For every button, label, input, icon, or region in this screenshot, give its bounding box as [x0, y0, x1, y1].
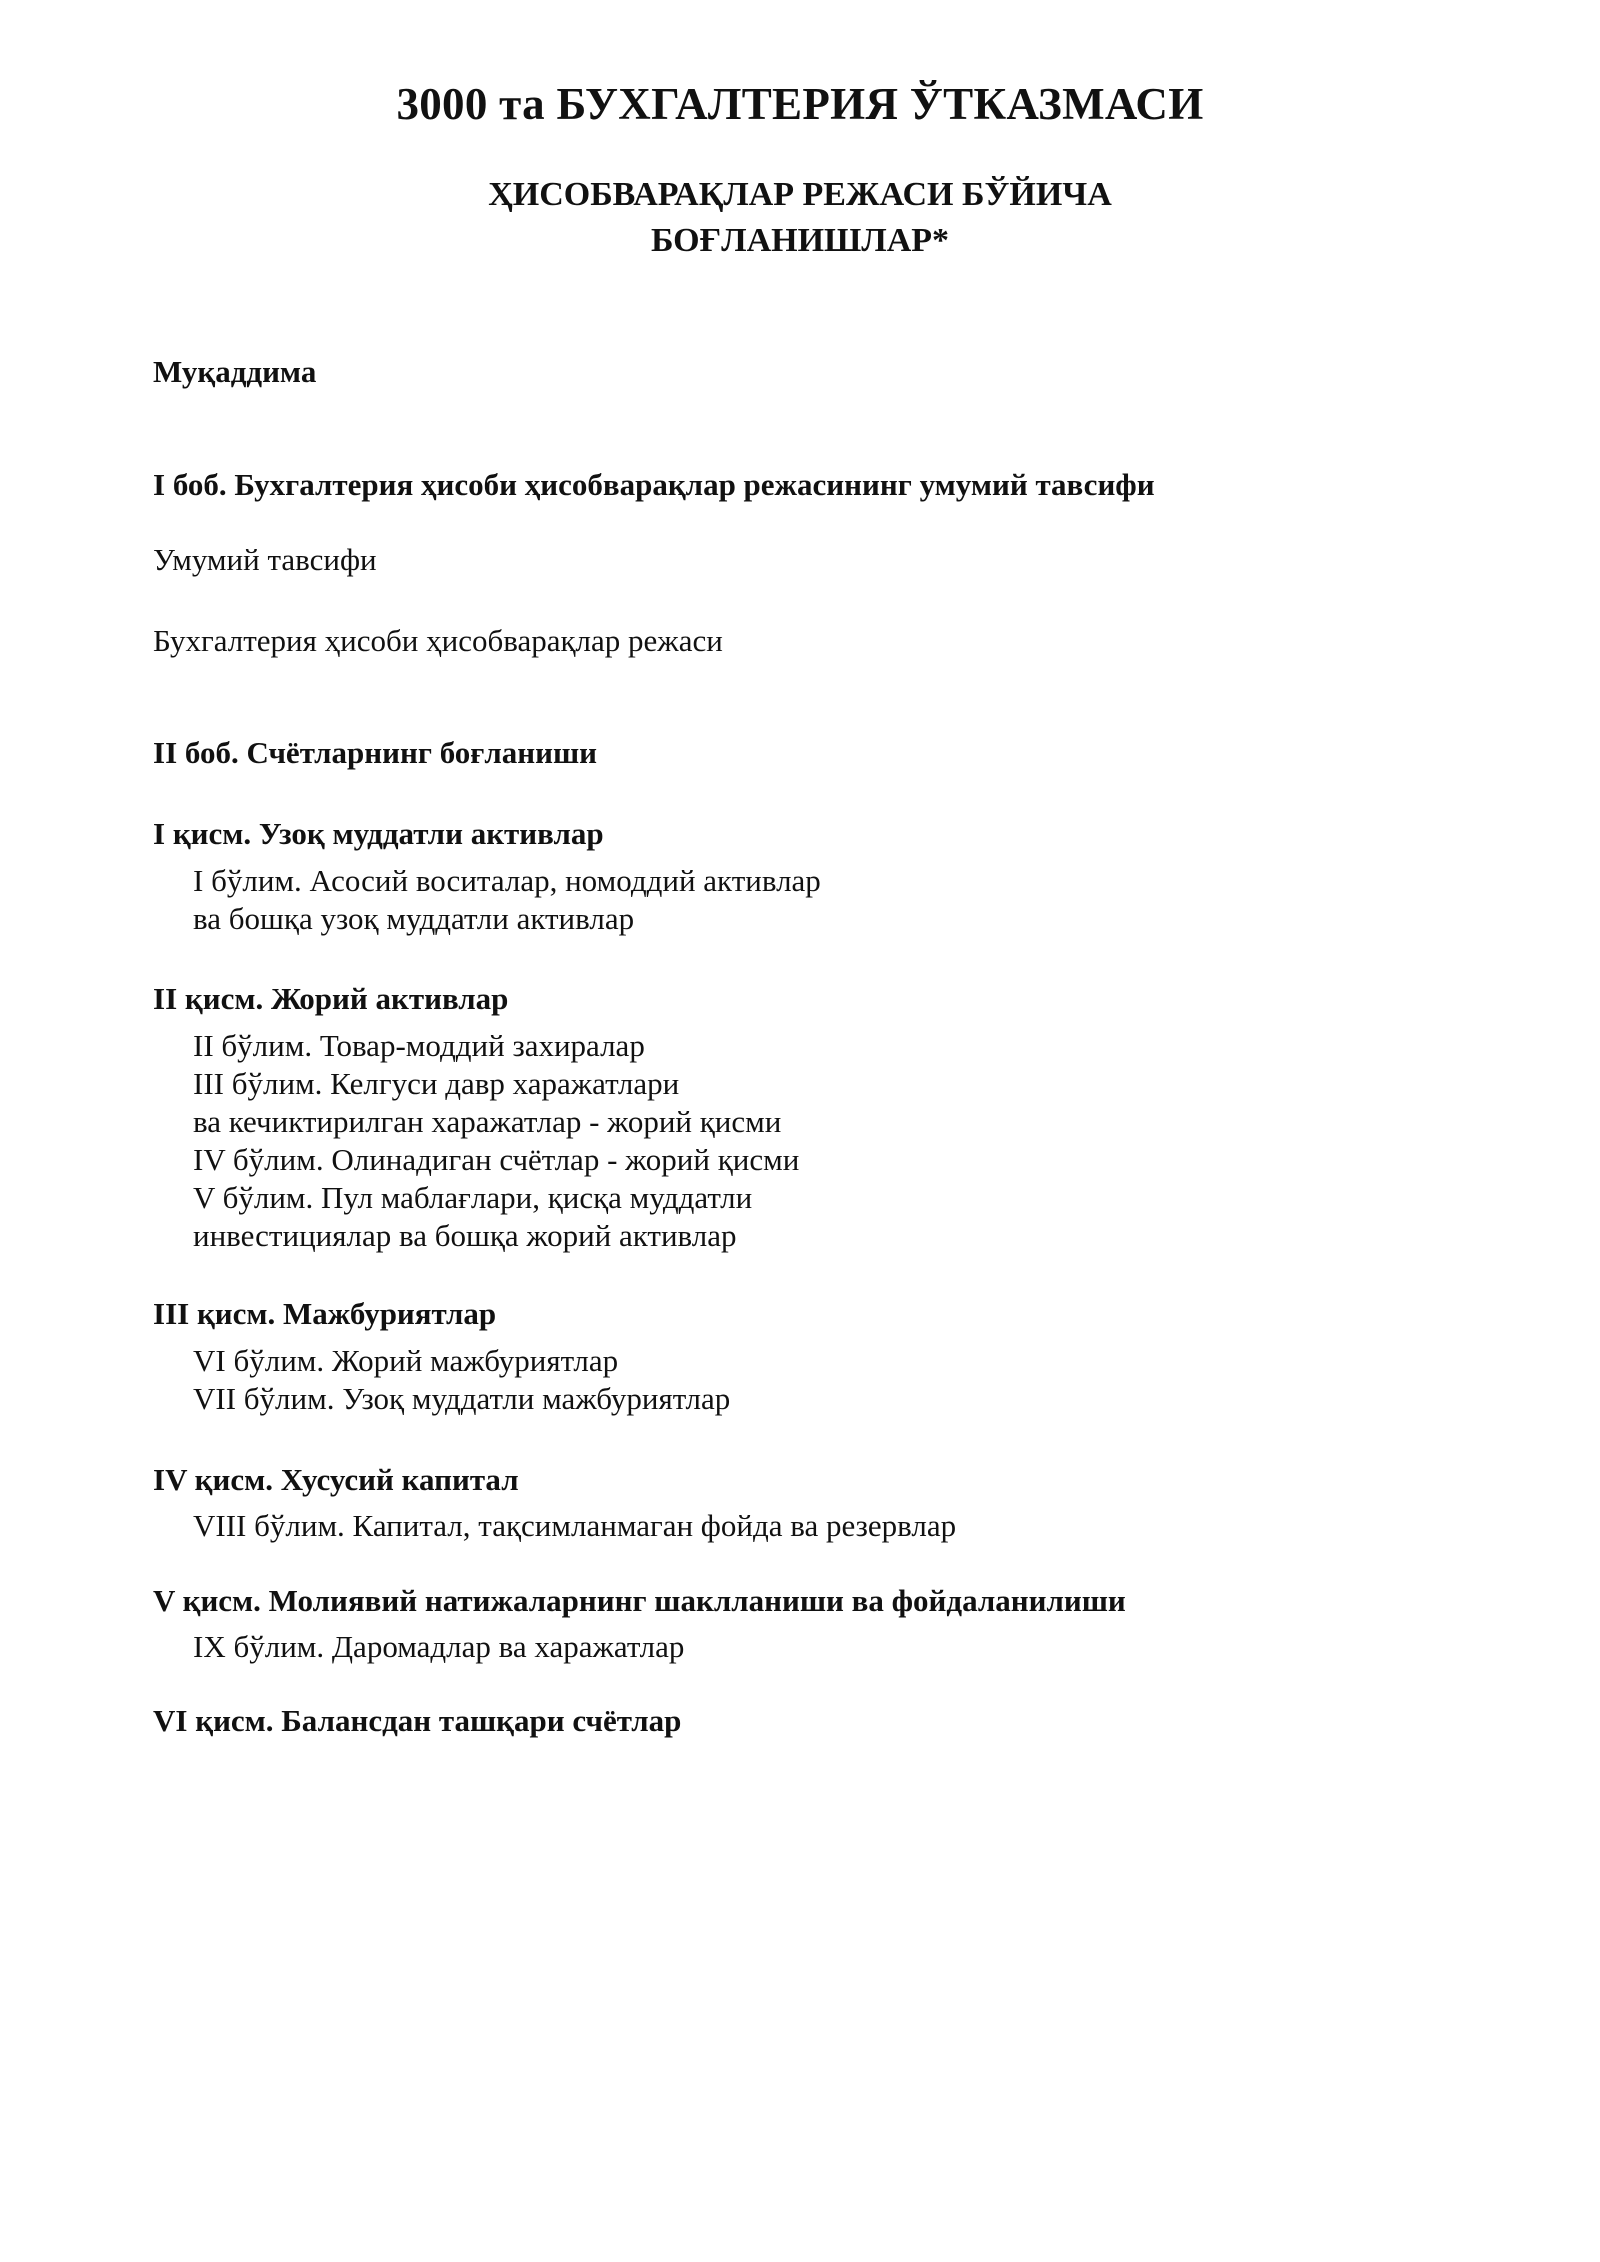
toc-part-sections — [193, 1507, 956, 1545]
toc-section-line: V бўлим. Пул маблағлари, қисқа муддатли — [193, 1180, 753, 1215]
toc-part-sections — [193, 1628, 684, 1666]
toc-chapter-2-heading: II боб. Счётларнинг боғланиши — [153, 735, 598, 770]
subtitle-line-2: БОҒЛАНИШЛАР* — [650, 222, 950, 259]
subtitle-line-1: ҲИСОБВАРАҚЛАР РЕЖАСИ БЎЙИЧА — [488, 176, 1112, 213]
toc-part-heading: V қисм. Молиявий натижаларнинг шаклланиши ва фойдаланилиши — [153, 1583, 1126, 1618]
toc-part-sections — [193, 1027, 799, 1255]
toc-section-line: VII бўлим. Узоқ муддатли мажбуриятлар — [193, 1381, 731, 1416]
toc-chapter-1-item: Умумий тавсифи — [153, 542, 377, 577]
toc-part-heading: VI қисм. Балансдан ташқари счётлар — [153, 1703, 682, 1738]
toc-section-line: ва бошқа узоқ муддатли активлар — [193, 901, 635, 936]
toc-part-heading: IV қисм. Хусусий капитал — [153, 1462, 519, 1497]
toc-part-heading: II қисм. Жорий активлар — [153, 981, 509, 1016]
toc-section-line: III бўлим. Келгуси давр харажатлари — [193, 1066, 680, 1101]
toc-section-line: II бўлим. Товар-моддий захиралар — [193, 1028, 645, 1063]
toc-section-line: ва кечиктирилган харажатлар - жорий қисми — [193, 1104, 782, 1139]
toc-part-heading: I қисм. Узоқ муддатли активлар — [153, 816, 604, 851]
toc-part-sections — [193, 862, 821, 938]
toc-part-sections — [193, 1342, 730, 1418]
toc-section-line: VIII бўлим. Капитал, тақсимланмаган фойда ва резервлар — [193, 1508, 957, 1543]
toc-section-line: VI бўлим. Жорий мажбуриятлар — [193, 1343, 619, 1378]
toc-part-heading: III қисм. Мажбуриятлар — [153, 1296, 497, 1331]
toc-section-line: I бўлим. Асосий воситалар, номоддий активлар — [193, 863, 821, 898]
toc-section-line: IX бўлим. Даромадлар ва харажатлар — [193, 1629, 685, 1664]
document-subtitle — [0, 172, 1600, 264]
toc-chapter-1-heading: I боб. Бухгалтерия ҳисоби ҳисобварақлар режасининг умумий тавсифи — [153, 467, 1155, 502]
toc-chapter-1-item: Бухгалтерия ҳисоби ҳисобварақлар режаси — [153, 623, 723, 658]
toc-intro: Муқаддима — [153, 354, 317, 389]
document-title: 3000 та БУХГАЛТЕРИЯ ЎТКАЗМАСИ — [396, 79, 1204, 129]
toc-section-line: инвестициялар ва бошқа жорий активлар — [193, 1218, 737, 1253]
toc-section-line: IV бўлим. Олинадиган счётлар - жорий қисми — [193, 1142, 800, 1177]
